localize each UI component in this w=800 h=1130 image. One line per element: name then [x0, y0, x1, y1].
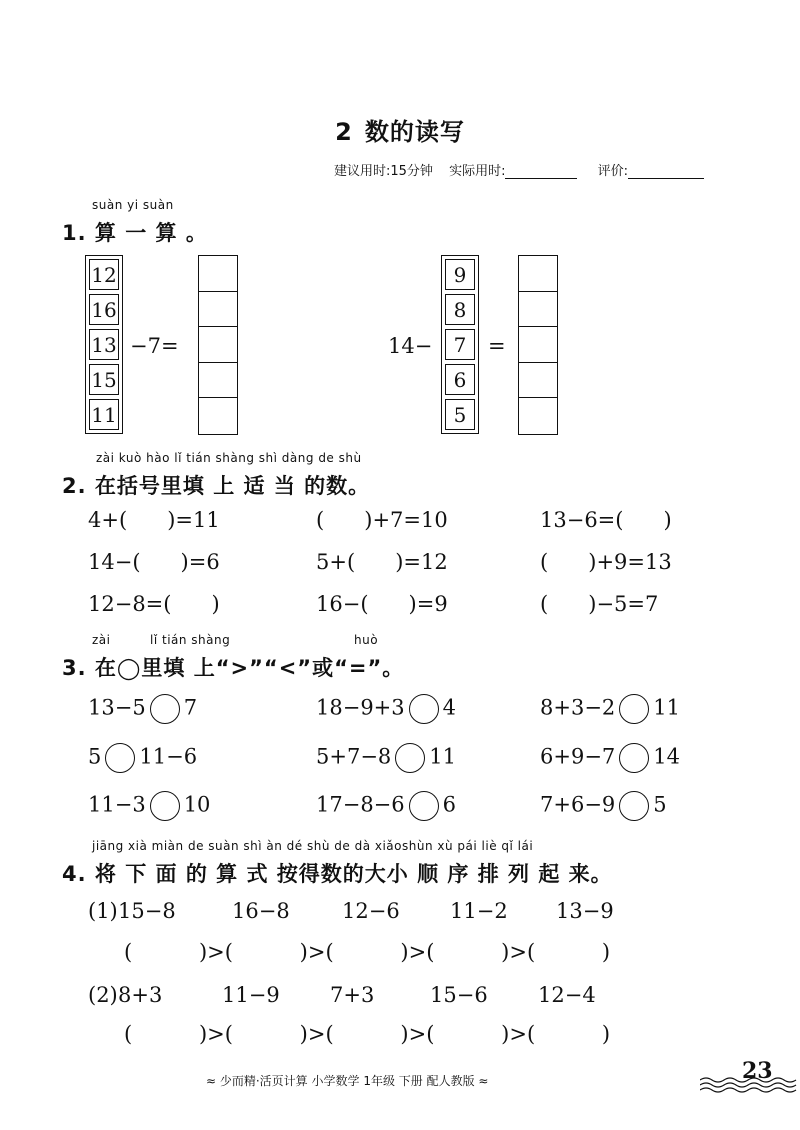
number-cell: 5: [445, 399, 475, 430]
equation[interactable]: 14−( )=6: [88, 550, 220, 574]
q1-left-number-column: [85, 255, 123, 434]
q1-right-equals: =: [488, 334, 506, 358]
q4-pinyin: jiāng xià miàn de suàn shì àn dé shù de dà xiǎoshùn xù pái liè qǐ lái: [92, 839, 534, 853]
comparison-left: 5+7−8: [316, 744, 392, 769]
number-cell: 8: [445, 294, 475, 325]
number-cell: 16: [89, 294, 119, 325]
answer-circle[interactable]: [105, 743, 135, 773]
expression: 12−4: [538, 983, 596, 1007]
number-cell: 6: [445, 364, 475, 395]
answer-cell[interactable]: [519, 256, 557, 292]
q1-heading: 1. 算 一 算 。: [62, 221, 208, 245]
comparison-left: 7+6−9: [540, 792, 616, 817]
q1-right-number-column: [441, 255, 479, 434]
q4-part1-label: (1): [88, 899, 118, 923]
q3-heading: 3. 在◯里填 上“>”“<”或“=”。: [62, 656, 405, 680]
time-info: [334, 160, 704, 179]
answer-cell[interactable]: [199, 292, 237, 328]
q3-pinyin-li-tian-shang: lǐ tián shàng: [150, 633, 231, 647]
equation[interactable]: ( )+9=13: [540, 550, 672, 574]
comparison: [316, 743, 456, 773]
ordering-answer-line[interactable]: ( )>( )>( )>( )>( ): [124, 940, 611, 964]
equation[interactable]: 5+( )=12: [316, 550, 448, 574]
comparison-right: 6: [442, 792, 457, 817]
equation[interactable]: 4+( )=11: [88, 508, 220, 532]
comparison-right: 5: [653, 792, 667, 817]
comparison: [316, 694, 456, 724]
comparison-left: 5: [88, 744, 102, 769]
q3-pinyin-huo: huò: [354, 633, 379, 647]
q4-heading: 4. 将 下 面 的 算 式 按得数的大小 顺 序 排 列 起 来。: [62, 862, 613, 886]
comparison: [540, 743, 680, 773]
expression: 12−6: [342, 899, 400, 923]
comparison-right: 11: [653, 695, 681, 720]
section-title: 数的读写: [364, 118, 465, 146]
comparison-left: 18−9+3: [316, 695, 405, 720]
answer-circle[interactable]: [619, 694, 649, 724]
comparison-right: 11: [429, 744, 457, 769]
q3-pinyin-zai: zài: [92, 633, 111, 647]
q2-heading: 2. 在括号里填 上 适 当 的数。: [62, 474, 371, 498]
answer-circle[interactable]: [619, 791, 649, 821]
actual-time-blank[interactable]: [505, 178, 577, 179]
expression: 16−8: [232, 899, 290, 923]
evaluation-label: 评价:: [597, 164, 628, 179]
suggested-time: 建议用时:15分钟: [334, 164, 433, 179]
footer-text: ≈ 少而精·活页计算 小学数学 1年级 下册 配人教版 ≈: [206, 1074, 489, 1088]
number-cell: 9: [445, 259, 475, 290]
q1-left-operator: −7=: [130, 334, 179, 358]
ordering-answer-line[interactable]: ( )>( )>( )>( )>( ): [124, 1022, 611, 1046]
answer-cell[interactable]: [199, 363, 237, 399]
answer-circle[interactable]: [409, 694, 439, 724]
comparison-left: 13−5: [88, 695, 146, 720]
answer-cell[interactable]: [519, 363, 557, 399]
comparison-left: 8+3−2: [540, 695, 616, 720]
section-number: 2: [335, 118, 353, 146]
comparison-right: 4: [442, 695, 457, 720]
comparison-right: 10: [183, 792, 211, 817]
expression: 8+3: [118, 983, 163, 1007]
answer-cell[interactable]: [519, 398, 557, 434]
q1-right-answer-column: [518, 255, 558, 435]
answer-circle[interactable]: [409, 791, 439, 821]
answer-circle[interactable]: [395, 743, 425, 773]
answer-cell[interactable]: [199, 327, 237, 363]
answer-cell[interactable]: [519, 292, 557, 328]
q1-right-prefix: 14−: [388, 334, 433, 358]
expression: 15−8: [118, 899, 176, 923]
comparison-left: 17−8−6: [316, 792, 405, 817]
comparison: [540, 694, 680, 724]
expression: 15−6: [430, 983, 488, 1007]
q1-left-answer-column: [198, 255, 238, 435]
expression: 13−9: [556, 899, 614, 923]
comparison: [88, 694, 197, 724]
q2-pinyin: zài kuò hào lǐ tián shàng shì dàng de shù: [96, 451, 362, 465]
answer-cell[interactable]: [199, 256, 237, 292]
comparison-right: 7: [183, 695, 198, 720]
actual-time-label: 实际用时:: [449, 164, 506, 179]
equation[interactable]: ( )−5=7: [540, 592, 659, 616]
page-number: 23: [742, 1058, 773, 1084]
number-cell: 13: [89, 329, 119, 360]
expression: 11−9: [222, 983, 280, 1007]
number-cell: 15: [89, 364, 119, 395]
comparison: [540, 791, 667, 821]
number-cell: 7: [445, 329, 475, 360]
comparison-right: 14: [653, 744, 681, 769]
number-cell: 11: [89, 399, 119, 430]
comparison: [88, 743, 197, 773]
equation[interactable]: 12−8=( ): [88, 592, 220, 616]
answer-circle[interactable]: [150, 694, 180, 724]
expression: 7+3: [330, 983, 375, 1007]
comparison: [88, 791, 210, 821]
answer-cell[interactable]: [519, 327, 557, 363]
page-title: [0, 112, 800, 147]
evaluation-blank[interactable]: [628, 178, 704, 179]
answer-circle[interactable]: [150, 791, 180, 821]
q4-part2-label: (2): [88, 983, 118, 1007]
comparison-left: 6+9−7: [540, 744, 616, 769]
comparison: [316, 791, 456, 821]
answer-cell[interactable]: [199, 398, 237, 434]
comparison-right: 11−6: [139, 744, 198, 769]
q1-pinyin: suàn yi suàn: [92, 198, 174, 212]
number-cell: 12: [89, 259, 119, 290]
equation[interactable]: ( )+7=10: [316, 508, 448, 532]
answer-circle[interactable]: [619, 743, 649, 773]
expression: 11−2: [450, 899, 508, 923]
equation[interactable]: 13−6=( ): [540, 508, 672, 532]
equation[interactable]: 16−( )=9: [316, 592, 448, 616]
comparison-left: 11−3: [88, 792, 146, 817]
